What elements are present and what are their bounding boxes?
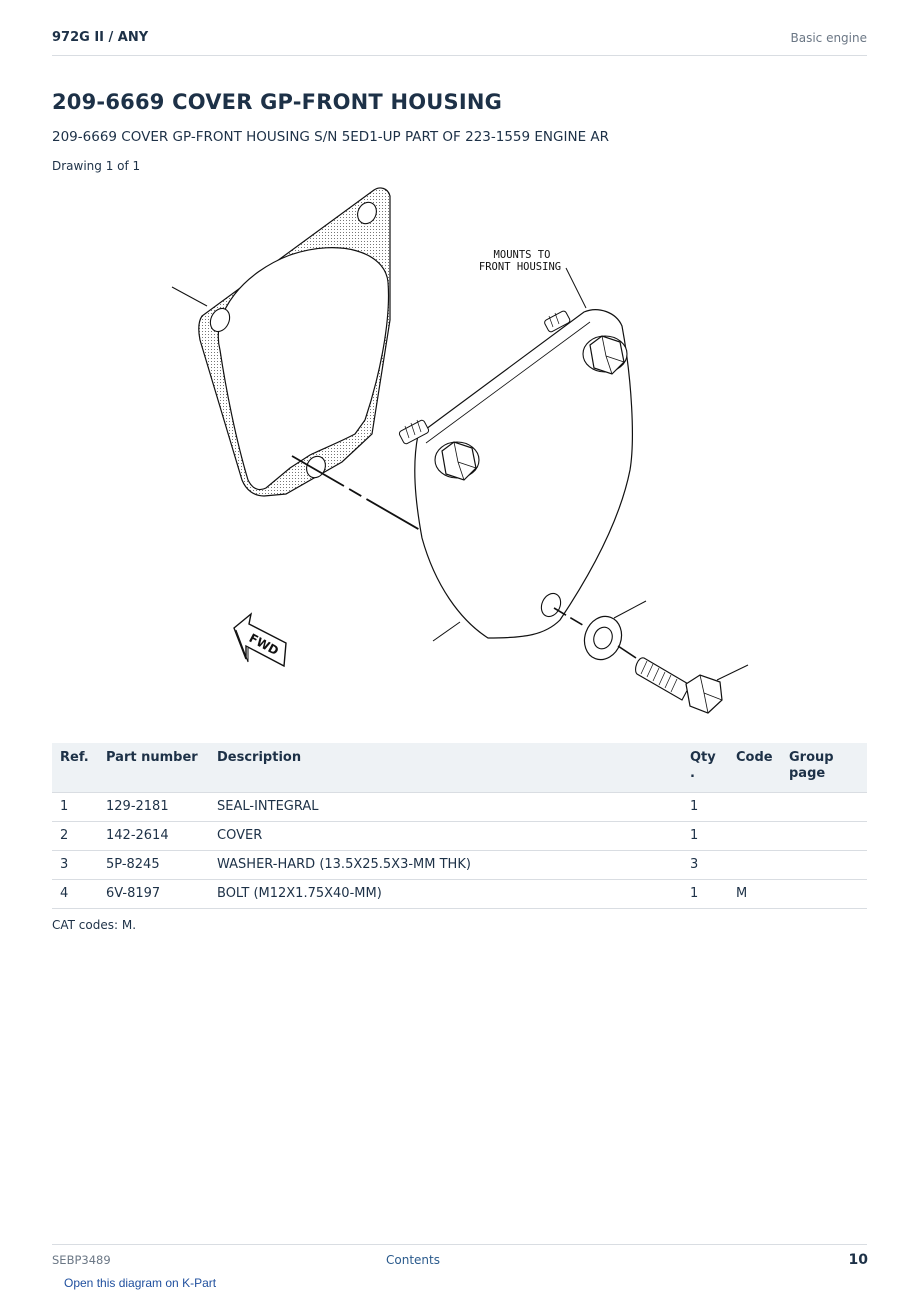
part-number-cell: 129-2181 — [98, 793, 209, 822]
footer-divider — [52, 1244, 867, 1245]
qty-cell: 1 — [682, 822, 728, 851]
code-cell: M — [728, 880, 781, 909]
washer-part — [579, 601, 646, 665]
page-title: 209-6669 COVER GP-FRONT HOUSING — [52, 90, 503, 114]
part-number-cell: 6V-8197 — [98, 880, 209, 909]
parts-diagram — [150, 180, 770, 725]
group-page-cell — [781, 851, 867, 880]
gasket-part — [172, 188, 390, 496]
model-label: 972G II / ANY — [52, 30, 149, 45]
document-id: SEBP3489 — [52, 1253, 111, 1267]
qty-cell: 1 — [682, 880, 728, 909]
ref-cell: 3 — [52, 851, 98, 880]
description-cell: BOLT (M12X1.75X40-MM) — [209, 880, 682, 909]
ref-cell: 4 — [52, 880, 98, 909]
description-cell: COVER — [209, 822, 682, 851]
description-column-header: Description — [209, 743, 682, 793]
code-cell — [728, 793, 781, 822]
callout-line-2: FRONT HOUSING — [478, 261, 562, 273]
group-page-column-header: Group page — [781, 743, 867, 793]
fwd-label: FWD — [246, 630, 282, 659]
qty-cell: 3 — [682, 851, 728, 880]
contents-link[interactable]: Contents — [386, 1253, 440, 1267]
ref-column-header: Ref. — [52, 743, 98, 793]
drawing-count: Drawing 1 of 1 — [52, 159, 141, 173]
section-label: Basic engine — [790, 31, 867, 45]
table-row — [52, 822, 867, 851]
description-cell: WASHER-HARD (13.5X25.5X3-MM THK) — [209, 851, 682, 880]
cover-part — [398, 310, 632, 641]
qty-column-header: Qty . — [682, 743, 728, 793]
parts-table — [52, 743, 867, 909]
callout-line-1: MOUNTS TO — [493, 249, 551, 261]
ref-cell: 1 — [52, 793, 98, 822]
cat-codes-note: CAT codes: M. — [52, 918, 137, 932]
code-column-header: Code — [728, 743, 781, 793]
code-cell — [728, 822, 781, 851]
forward-arrow-icon — [234, 614, 286, 666]
bolt-part — [636, 658, 748, 713]
group-page-cell — [781, 880, 867, 909]
part-number-column-header: Part number — [98, 743, 209, 793]
table-row — [52, 880, 867, 909]
page-header — [52, 28, 867, 56]
code-cell — [728, 851, 781, 880]
part-number-cell: 142-2614 — [98, 822, 209, 851]
table-row — [52, 793, 867, 822]
description-cell: SEAL-INTEGRAL — [209, 793, 682, 822]
page-subtitle: 209-6669 COVER GP-FRONT HOUSING S/N 5ED1-UP PART OF 223-1559 ENGINE AR — [52, 129, 610, 145]
qty-cell: 1 — [682, 793, 728, 822]
table-row — [52, 851, 867, 880]
ref-cell: 2 — [52, 822, 98, 851]
page-number: 10 — [848, 1252, 868, 1268]
part-number-cell: 5P-8245 — [98, 851, 209, 880]
open-in-kpart-link[interactable]: Open this diagram on K-Part — [64, 1276, 217, 1290]
group-page-cell — [781, 822, 867, 851]
group-page-cell — [781, 793, 867, 822]
table-header-row — [52, 743, 867, 793]
